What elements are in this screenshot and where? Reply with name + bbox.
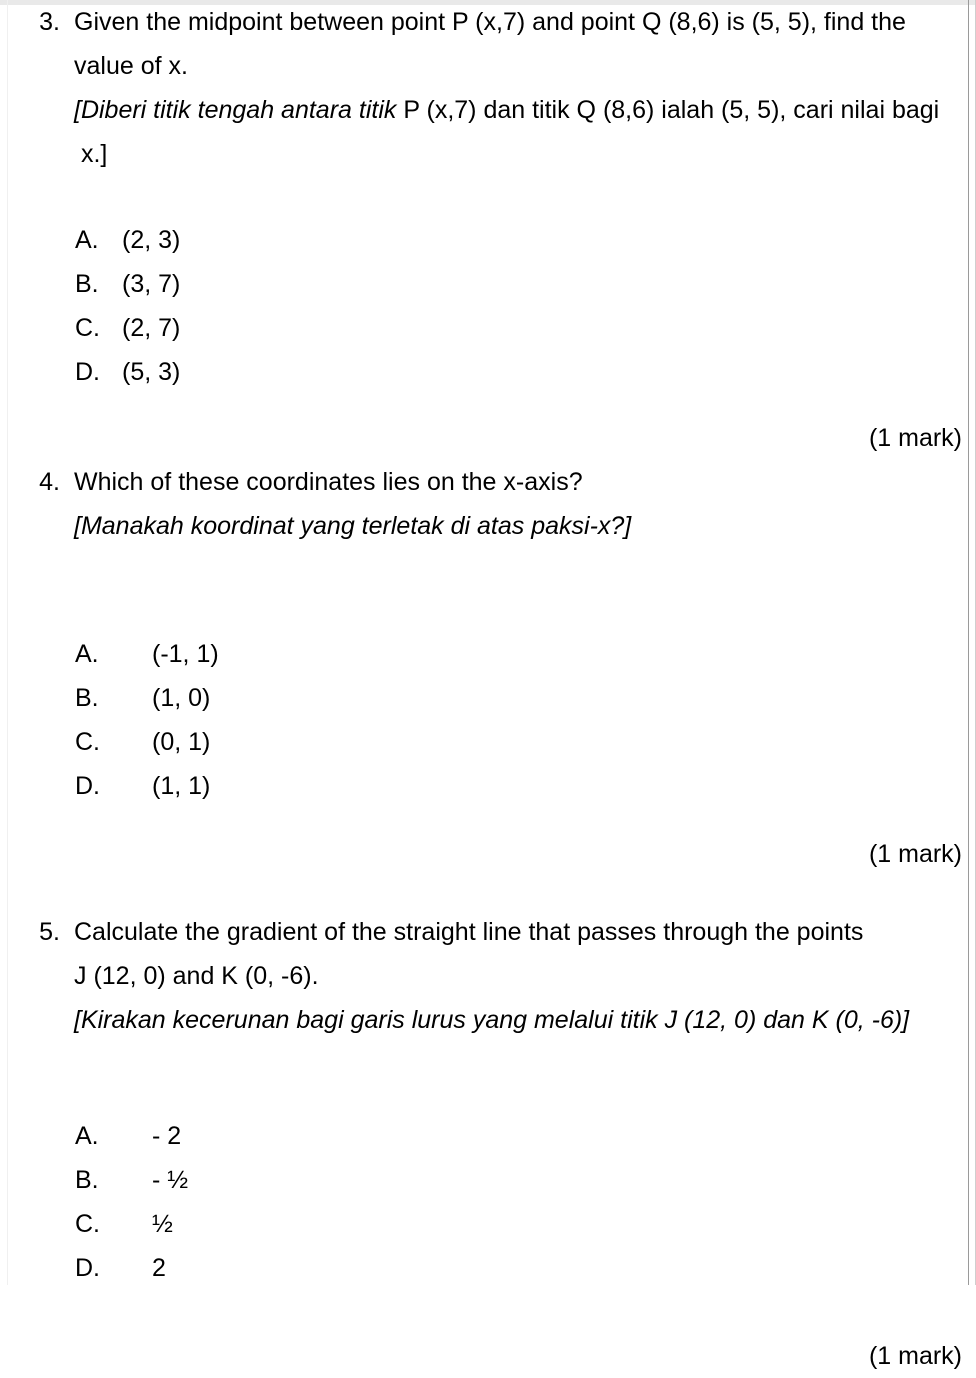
question-4-option-d[interactable]: [0, 764, 976, 808]
option-letter: A.: [75, 226, 99, 254]
option-value: (-1, 1): [152, 640, 219, 668]
option-letter: B.: [75, 1166, 99, 1194]
question-3-option-b[interactable]: [0, 262, 976, 306]
option-value: - ½: [152, 1166, 189, 1194]
option-letter: B.: [75, 270, 99, 298]
question-5-marks: (1 mark): [868, 1342, 962, 1370]
option-letter: C.: [75, 1210, 100, 1238]
question-3-options: [0, 218, 976, 394]
question-4-text: [74, 460, 976, 548]
question-4-option-a[interactable]: [0, 632, 976, 676]
option-value: (0, 1): [152, 728, 211, 756]
question-5-options: [0, 1114, 976, 1290]
question-4-heading: [0, 460, 976, 548]
option-value: ½: [152, 1210, 173, 1238]
question-4-line-2: [Manakah koordinat yang terletak di atas paksi-x?]: [74, 512, 632, 540]
option-value: (1, 1): [152, 772, 211, 800]
option-value: - 2: [152, 1122, 182, 1150]
question-3-text: [74, 0, 976, 176]
question-3-line-2: value of x.: [74, 52, 188, 80]
option-value: (1, 0): [152, 684, 211, 712]
question-5-option-d[interactable]: [0, 1246, 976, 1290]
question-4: [0, 460, 976, 876]
option-letter: B.: [75, 684, 99, 712]
question-5-option-a[interactable]: [0, 1114, 976, 1158]
option-letter: A.: [75, 1122, 99, 1150]
question-5-option-b[interactable]: [0, 1158, 976, 1202]
question-4-marks: (1 mark): [868, 840, 962, 868]
option-letter: A.: [75, 640, 99, 668]
question-4-number: 4.: [39, 468, 60, 496]
question-5-line-2: J (12, 0) and K (0, -6).: [74, 962, 319, 990]
question-3-number: 3.: [39, 8, 60, 36]
question-3-line-1: Given the midpoint between point P (x,7) and point Q (8,6) is (5, 5), find the: [74, 8, 906, 36]
question-3-line-4: x.]: [74, 140, 108, 168]
option-letter: C.: [75, 314, 100, 342]
option-letter: D.: [75, 1254, 100, 1282]
question-5-line-1: Calculate the gradient of the straight line that passes through the points: [74, 918, 864, 946]
question-5-number: 5.: [39, 918, 60, 946]
option-value: (5, 3): [122, 358, 181, 386]
question-4-options: [0, 632, 976, 808]
question-4-option-b[interactable]: [0, 676, 976, 720]
option-value: (2, 3): [122, 226, 181, 254]
question-5-line-3: [Kirakan kecerunan bagi garis lurus yang melalui titik J (12, 0) dan K (0, -6)]: [74, 1006, 910, 1034]
option-value: (3, 7): [122, 270, 181, 298]
question-3-option-c[interactable]: [0, 306, 976, 350]
question-4-option-c[interactable]: [0, 720, 976, 764]
option-letter: C.: [75, 728, 100, 756]
question-5-text: [74, 910, 976, 1042]
question-3-heading: [0, 0, 976, 176]
question-4-line-1: Which of these coordinates lies on the x-axis?: [74, 468, 583, 496]
question-3-option-a[interactable]: [0, 218, 976, 262]
question-3-line-3-upright: P (x,7) dan titik Q (8,6) ialah (5, 5), cari nilai bagi: [403, 96, 940, 124]
question-5: [0, 910, 976, 1378]
option-letter: D.: [75, 772, 100, 800]
option-letter: D.: [75, 358, 100, 386]
question-3-line-3: [74, 88, 976, 132]
question-3-marks: (1 mark): [868, 424, 962, 452]
option-value: (2, 7): [122, 314, 181, 342]
option-value: 2: [152, 1254, 166, 1282]
question-3-option-d[interactable]: [0, 350, 976, 394]
question-5-option-c[interactable]: [0, 1202, 976, 1246]
question-3: [0, 0, 976, 460]
question-3-line-3-italic: [Diberi titik tengah antara titik: [74, 96, 404, 124]
question-5-heading: [0, 910, 976, 1042]
